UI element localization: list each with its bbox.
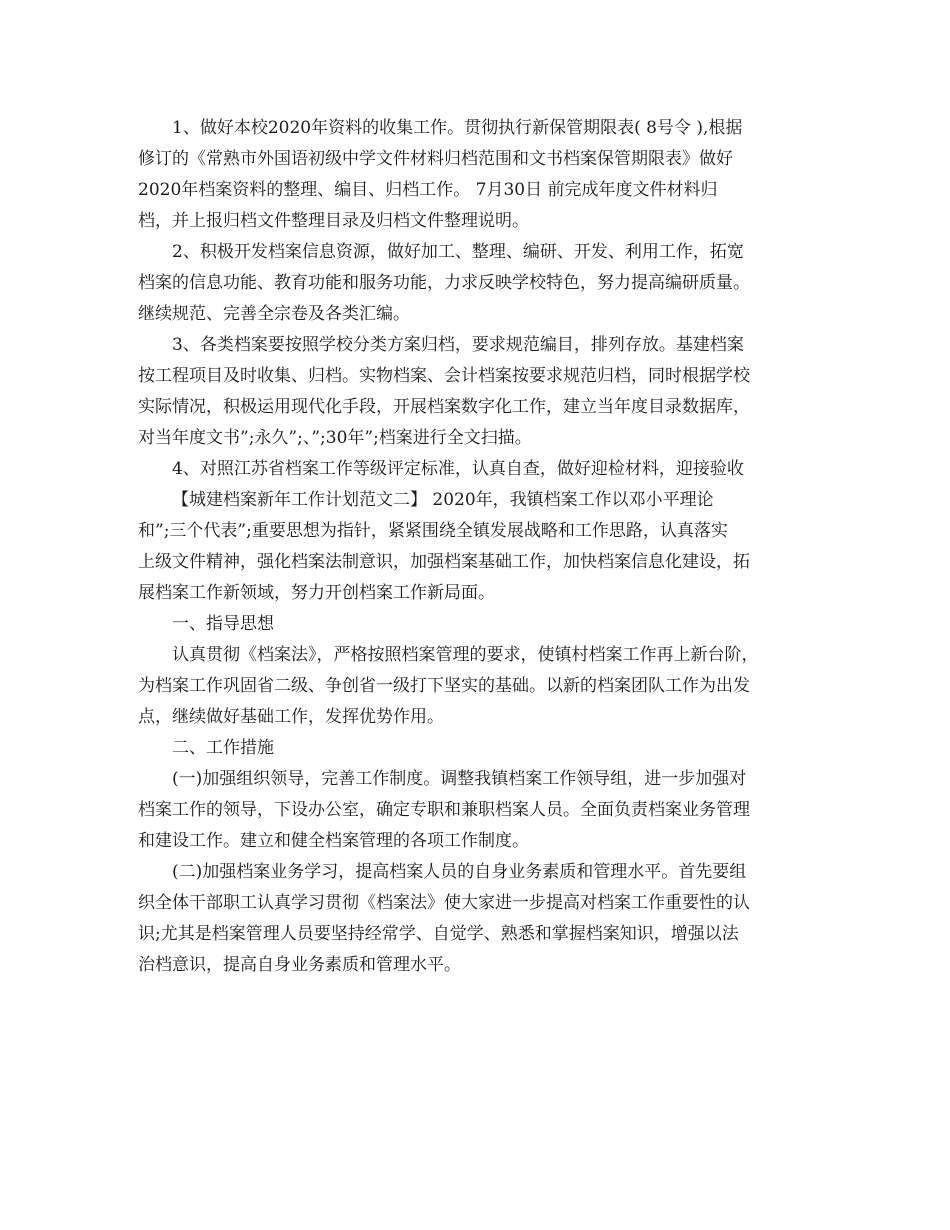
text-line: 【城建档案新年工作计划范文二】 2020年，我镇档案工作以邓小平理论	[172, 490, 714, 510]
text-line: 4、对照江苏省档案工作等级评定标准，认真自查，做好迎检材料，迎接验收	[172, 459, 744, 479]
text-line: 2020年档案资料的整理、编目、归档工作。 7月30日 前完成年度文件材料归	[138, 180, 718, 200]
text-line: 为档案工作巩固省二级、争创省一级打下坚实的基础。以新的档案团队工作为出发	[138, 676, 750, 696]
text-line: 1、做好本校2020年资料的收集工作。贯彻执行新保管期限表( 8号令 ),根据	[172, 118, 743, 138]
document-page	[138, 113, 828, 981]
text-line: 认真贯彻《档案法》，严格按照档案管理的要求，使镇村档案工作再上新台阶，	[172, 645, 759, 665]
text-line: 继续规范、完善全宗卷及各类汇编。	[138, 304, 410, 324]
text-line: 点，继续做好基础工作，发挥优势作用。	[138, 707, 444, 727]
text-line: 档案的信息功能、教育功能和服务功能，力求反映学校特色，努力提高编研质量。	[138, 273, 750, 293]
text-line: 按工程项目及时收集、归档。实物档案、会计档案按要求规范归档，同时根据学校	[138, 366, 750, 386]
text-line: 织全体干部职工认真学习贯彻《档案法》使大家进一步提高对档案工作重要性的认	[138, 893, 750, 913]
text-line: 一、指导思想	[172, 614, 274, 634]
text-line: 实际情况，积极运用现代化手段，开展档案数字化工作，建立当年度目录数据库，	[138, 397, 750, 417]
text-line: 和”;三个代表”;重要思想为指针，紧紧围绕全镇发展战略和工作思路，认真落实	[138, 521, 728, 541]
text-line: 对当年度文书”;永久”;、”;30年”;档案进行全文扫描。	[138, 428, 532, 448]
text-line: (二)加强档案业务学习，提高档案人员的自身业务素质和管理水平。首先要组	[172, 862, 747, 882]
text-line: 二、工作措施	[172, 738, 274, 758]
text-line: (一)加强组织领导，完善工作制度。调整我镇档案工作领导组，进一步加强对	[172, 769, 747, 789]
text-line: 修订的《常熟市外国语初级中学文件材料归档范围和文书档案保管期限表》做好	[138, 149, 733, 169]
text-line: 展档案工作新领域，努力开创档案工作新局面。	[138, 583, 495, 603]
text-line: 档案工作的领导，下设办公室，确定专职和兼职档案人员。全面负责档案业务管理	[138, 800, 750, 820]
text-line: 上级文件精神，强化档案法制意识，加强档案基础工作，加快档案信息化建设，拓	[138, 552, 750, 572]
text-line: 3、各类档案要按照学校分类方案归档，要求规范编目，排列存放。基建档案	[172, 335, 744, 355]
text-line: 和建设工作。建立和健全档案管理的各项工作制度。	[138, 831, 529, 851]
text-line: 识;尤其是档案管理人员要坚持经常学、自觉学、熟悉和掌握档案知识，增强以法	[138, 924, 739, 944]
text-line: 2、积极开发档案信息资源，做好加工、整理、编研、开发、利用工作，拓宽	[172, 242, 744, 262]
text-line: 档，并上报归档文件整理目录及归档文件整理说明。	[138, 211, 529, 231]
text-line: 治档意识，提高自身业务素质和管理水平。	[138, 955, 461, 975]
